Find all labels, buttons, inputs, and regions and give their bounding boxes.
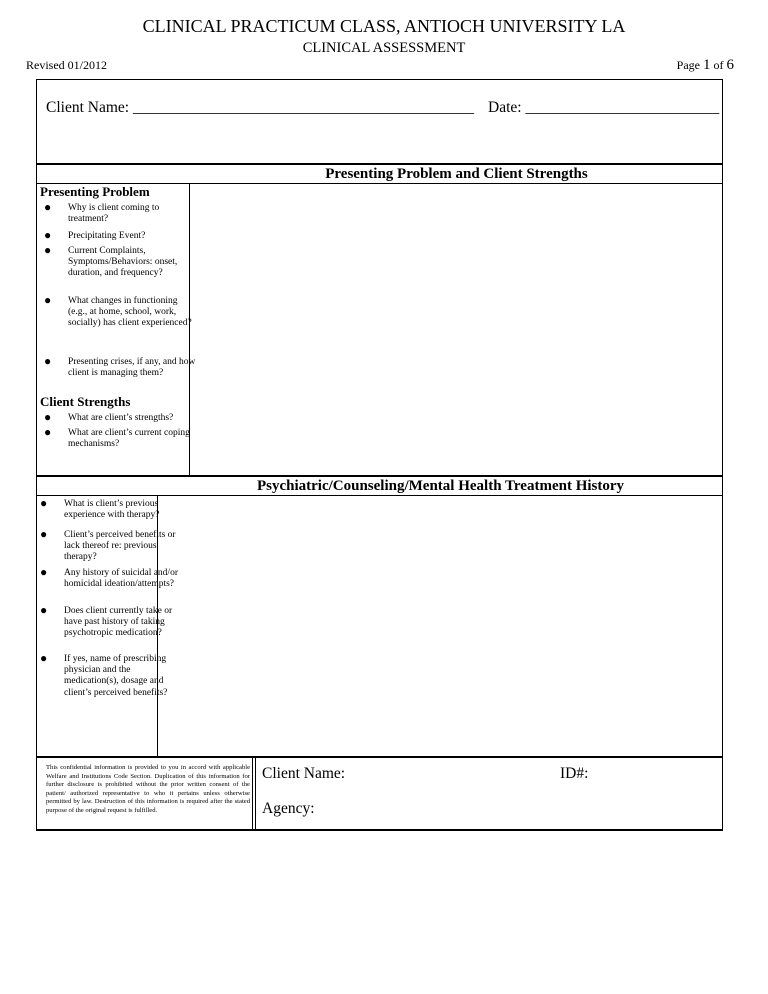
- list-item: ● Any history of suicidal and/or homicidal ideation/attempts?: [40, 565, 178, 590]
- footer-top-rule: [36, 756, 723, 758]
- footer-id-label[interactable]: ID#:: [560, 765, 589, 782]
- footer-divider-double: [255, 757, 256, 830]
- bullet-icon: ●: [44, 410, 52, 424]
- list-item: ● What is client’s previous experience with therapy?: [40, 496, 160, 521]
- bullet-icon: ●: [44, 425, 52, 439]
- list-item: ● Why is client coming to treatment?: [44, 200, 160, 225]
- page-of: of: [713, 58, 724, 72]
- client-name-field[interactable]: Client Name: ____________________________________________: [46, 99, 474, 116]
- bullet-icon: ●: [40, 565, 48, 579]
- client-strengths-list: [40, 410, 196, 454]
- list-item: ● What are client’s strengths?: [44, 410, 174, 424]
- page-total: 6: [726, 57, 734, 73]
- bullet-icon: ●: [40, 603, 48, 617]
- list-item: ● Client’s perceived benefits or lack thereof re: previous therapy?: [40, 527, 176, 563]
- document-subtitle: CLINICAL ASSESSMENT: [302, 40, 466, 56]
- bullet-icon: ●: [40, 496, 48, 510]
- section2-title: Psychiatric/Counseling/Mental Health Treatment History: [256, 478, 625, 494]
- date-field[interactable]: Date: _________________________: [488, 99, 720, 116]
- page-prefix: Page: [676, 58, 700, 72]
- section1-top-rule: [36, 163, 723, 165]
- list-item: ● What are client’s current coping mechanisms?: [44, 425, 190, 450]
- bullet-icon: ●: [44, 293, 52, 307]
- revision-date: Revised 01/2012: [26, 58, 107, 72]
- presenting-problem-heading: Presenting Problem: [40, 184, 150, 199]
- frame-right-border: [722, 79, 723, 830]
- list-item: ● Does client currently take or have past history of taking psychotropic medication?: [40, 603, 173, 639]
- treatment-history-answer-area[interactable]: [158, 496, 722, 756]
- bullet-icon: ●: [44, 354, 52, 368]
- list-item: ● What changes in functioning (e.g., at home, school, work, socially) has client experienced?: [44, 293, 192, 329]
- section2-top-rule: [36, 475, 723, 477]
- bullet-icon: ●: [44, 243, 52, 257]
- list-item: ● If yes, name of prescribing physician and the medication(s), dosage and client’s perceived benefits?: [40, 651, 168, 698]
- page-number: [677, 57, 734, 74]
- section1-title: Presenting Problem and Client Strengths: [325, 166, 588, 182]
- presenting-problem-list: [40, 200, 196, 391]
- footer-bottom-rule: [36, 829, 723, 831]
- footer-divider: [252, 757, 253, 830]
- list-item: ● Presenting crises, if any, and how client is managing them?: [44, 354, 196, 379]
- document-title: CLINICAL PRACTICUM CLASS, ANTIOCH UNIVERSITY LA: [142, 16, 626, 36]
- footer-client-name-label[interactable]: Client Name:: [262, 765, 346, 782]
- bullet-icon: ●: [40, 651, 48, 665]
- bullet-icon: ●: [40, 527, 48, 541]
- bullet-icon: ●: [44, 200, 52, 214]
- list-item: ● Current Complaints, Symptoms/Behaviors: onset, duration, and frequency?: [44, 243, 178, 279]
- footer-agency-label[interactable]: Agency:: [262, 800, 315, 817]
- frame-top-line: [36, 79, 723, 80]
- client-strengths-heading: Client Strengths: [40, 394, 131, 409]
- presenting-problem-answer-area[interactable]: [190, 184, 722, 475]
- page-current: 1: [703, 57, 711, 73]
- frame-left-border: [36, 79, 37, 830]
- bullet-icon: ●: [44, 228, 52, 242]
- confidentiality-disclaimer: This confidential information is provided to you in accord with applicable Welfare and Institutions Code Section. Duplication of this information for further disclosure is prohibited without the prior written consent of the patient/ authorized representative to who it pertains unless otherwise permitted by law. Destruction of this information is required after the stated purpose of the original request is fulfilled.: [46, 764, 250, 814]
- list-item: ● Precipitating Event?: [44, 228, 146, 242]
